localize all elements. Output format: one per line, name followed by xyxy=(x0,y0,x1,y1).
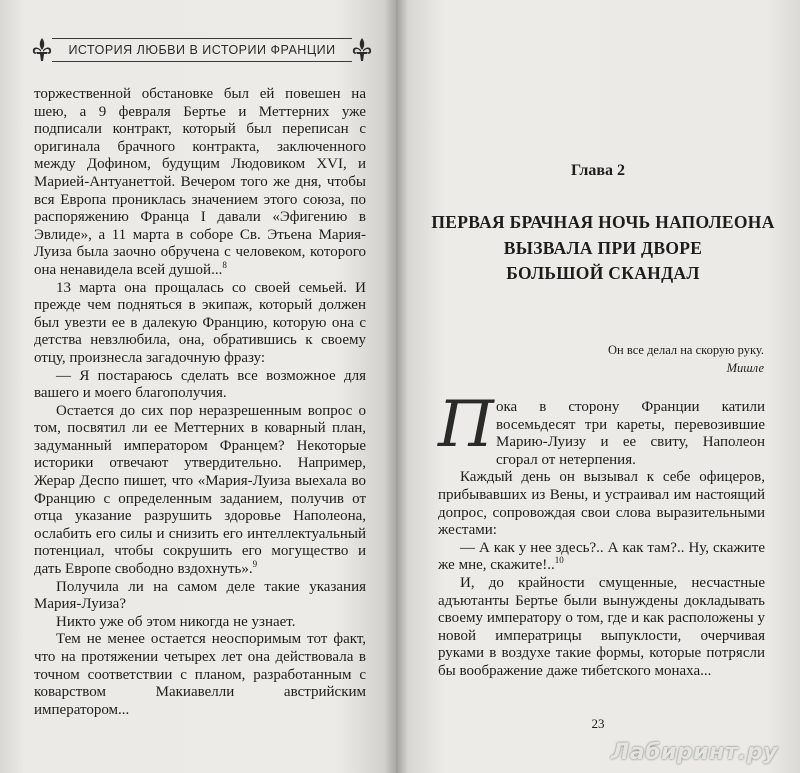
running-head-rule-bottom xyxy=(52,61,352,62)
paragraph: П ока в сторону Франции катили восемьдесят три кареты, перевозившие Марию-Луизу и ее свиту, Наполеон сгорал от нетерпения. xyxy=(438,388,765,468)
chapter-title-line: БОЛЬШОЙ СКАНДАЛ xyxy=(506,263,700,283)
chapter-title-line: ПЕРВАЯ БРАЧНАЯ НОЧЬ НАПОЛЕОНА xyxy=(431,212,775,232)
paragraph: 13 марта она прощалась со своей семьей. И прежде чем подняться в экипаж, который должен был увезти ее в далекую Францию, которую она с детства невзлюбила, она, обратившись к своему отцу, произнесла загадочную фразу: xyxy=(34,279,366,366)
epigraph xyxy=(464,341,764,377)
page-number: 23 xyxy=(591,716,605,731)
paragraph: Получила ли на самом деле такие указания Мария-Луиза? xyxy=(34,578,366,613)
epigraph-quote: Он все делал на скорую руку. xyxy=(608,343,764,357)
running-head-rule-top xyxy=(52,38,352,39)
footnote-ref: 10 xyxy=(554,555,564,566)
drop-cap: П xyxy=(438,388,494,462)
paragraph: Никто уже об этом никогда не узнает. xyxy=(56,613,296,630)
paragraph: — А как у нее здесь?.. А как там?.. Ну, скажите же мне, скажите!..$^{10}$ xyxy=(438,539,765,574)
running-head xyxy=(30,35,374,65)
running-head-title: ИСТОРИЯ ЛЮБВИ В ИСТОРИИ ФРАНЦИИ xyxy=(68,43,336,57)
left-page xyxy=(0,0,396,773)
footnote-ref: 8 xyxy=(222,259,227,270)
fleur-de-lis-icon xyxy=(350,37,374,63)
paragraph: торжественной обстановке был ей повешен на шею, а 9 февраля Бертье и Меттерних уже подписали контракт, который был переписан с оригинала брачного контракта, заключенного между Дофином, будущим Людовиком XVI, и Марией-Антуанеттой. Вечером того же дня, чтобы вся Европа прониклась значением этого союза, по распоряжению Франца I давали «Эфигению в Эвлиде», а 11 марта в соборе Св. Этьена Мария-Луиза была заочно обручена с человеком, которого она ненавидела всей душой...$^8$ xyxy=(34,86,366,278)
right-page-body-text xyxy=(438,388,765,681)
footnote-ref: 9 xyxy=(252,559,258,570)
chapter-title xyxy=(418,210,788,287)
left-page-body-text xyxy=(34,86,366,719)
watermark-logo: Лабиринт.ру xyxy=(611,740,778,765)
paragraph: — Я постараюсь сделать все возможное для вашего и моего благополучия. xyxy=(34,367,366,402)
paragraph: И, до крайности смущенные, несчастные адъютанты Бертье были вынуждены докладывать своему императору о том, где и как расположены у новой императрицы выпуклости, очерчивая руками в воздухе такие формы, которые потрясли бы воображение даже тибетского монаха... xyxy=(438,574,765,679)
chapter-title-line: ВЫЗВАЛА ПРИ ДВОРЕ xyxy=(503,237,703,258)
paragraph: Каждый день он вызывал к себе офицеров, прибывавших из Вены, и устраивал им настоящий допрос, сопровождая свои слова выразительными жестами: xyxy=(438,469,765,539)
epigraph-author: Мишле xyxy=(726,361,764,375)
chapter-label: Глава 2 xyxy=(571,162,625,179)
paragraph: Тем не менее остается неоспоримым тот факт, что на протяжении четырех лет она действовала в точном соответствии с планом, разработанным с коварством Макиавелли австрийским императором... xyxy=(34,631,366,718)
right-page xyxy=(396,0,800,773)
paragraph: Остается до сих пор неразрешенным вопрос о том, посвятил ли ее Меттерних в коварный план, задуманный императором Францем? Некоторые историки отвечают утвердительно. Например, Жерар Деспо пишет, что «Мария-Луиза выехала во Францию с определенным заданием, получив от отца указание разрушить здоровье Наполеона, ослабить его силы и снизить его интеллектуальный потенциал, чтобы сокрушить его могущество и дать Европе свободно вздохнуть».$^9$ xyxy=(34,402,366,578)
fleur-de-lis-icon xyxy=(30,37,54,63)
